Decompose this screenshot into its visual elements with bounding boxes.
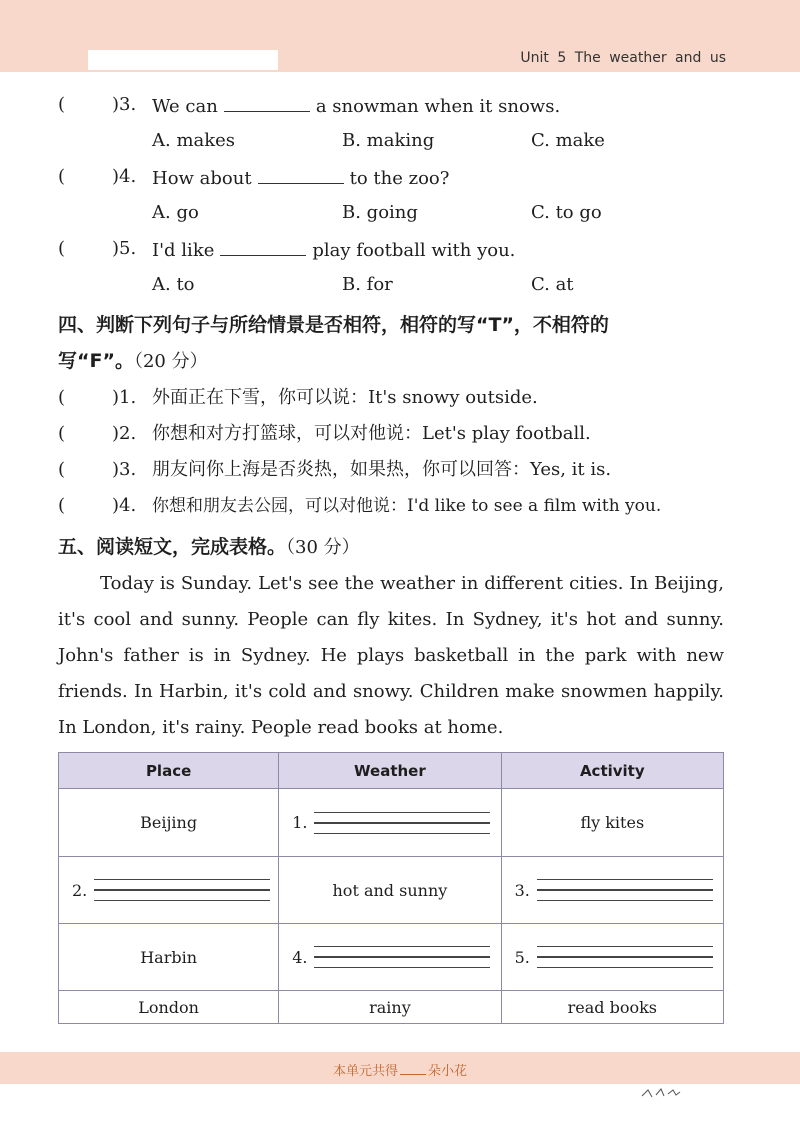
tf-question: 外面正在下雪，你可以说：It's snowy outside. (152, 387, 538, 408)
answer-paren: ( (58, 166, 66, 187)
question-number: )1. (112, 387, 137, 408)
write-lines[interactable] (94, 879, 270, 901)
answer-paren: ( (58, 387, 66, 408)
write-lines[interactable] (537, 946, 713, 968)
question-number: )3. (112, 94, 137, 115)
question-number: )2. (112, 423, 137, 444)
section4-title-line2: 写“F”。（20 分） (58, 350, 208, 372)
cell-read-books: read books (501, 991, 723, 1024)
choice-question: I'd like play football with you. (152, 237, 515, 263)
tf-question: 你想和朋友去公园，可以对他说：I'd like to see a film with you. (152, 496, 662, 516)
option-a: A. makes (152, 130, 236, 151)
cell-blank-2[interactable] (59, 857, 279, 924)
option-a: A. to (152, 274, 195, 295)
header-place: Place (59, 753, 279, 789)
question-number: )3. (112, 459, 137, 480)
write-lines[interactable] (537, 879, 713, 901)
cell-blank-1[interactable] (279, 789, 501, 857)
tf-question: 你想和对方打篮球，可以对他说：Let's play football. (152, 423, 591, 444)
write-lines[interactable] (314, 946, 490, 968)
tf-question: 朋友问你上海是否炎热，如果热，你可以回答：Yes, it is. (152, 459, 612, 480)
answer-blank[interactable] (224, 93, 310, 112)
answer-paren: ( (58, 495, 66, 516)
weather-table (58, 752, 724, 1024)
question-number: )4. (112, 166, 137, 187)
blank-number: 5. (514, 947, 530, 967)
option-c: C. to go (531, 202, 602, 223)
section5-score: （30 分） (286, 537, 360, 558)
choice-question: We can a snowman when it snows. (152, 93, 560, 119)
cell-london: London (59, 991, 279, 1024)
cell-blank-3[interactable] (501, 857, 723, 924)
option-c: C. at (531, 274, 574, 295)
unit-number: Unit 5 (520, 50, 567, 66)
option-b: B. going (342, 202, 418, 223)
answer-paren: ( (58, 94, 66, 115)
option-c: C. make (531, 130, 605, 151)
header-weather: Weather (279, 753, 501, 789)
cell-beijing: Beijing (59, 789, 279, 857)
blank-number: 1. (292, 813, 308, 832)
cell-hot-sunny: hot and sunny (279, 857, 501, 924)
cell-fly-kites: fly kites (501, 789, 723, 857)
answer-paren: ( (58, 459, 66, 480)
pencil-scribble-icon (640, 1086, 690, 1100)
answer-blank[interactable] (220, 237, 306, 256)
section5-title: 五、阅读短文，完成表格。（30 分） (58, 536, 360, 558)
header-blank-patch (88, 50, 278, 70)
header-activity: Activity (501, 753, 723, 789)
option-b: B. making (342, 130, 435, 151)
flower-count: 本单元共得 朵小花 (332, 1064, 468, 1079)
option-a: A. go (152, 202, 199, 223)
answer-blank[interactable] (258, 165, 344, 184)
cell-harbin: Harbin (59, 924, 279, 991)
answer-paren: ( (58, 238, 66, 259)
section4-title-line1: 四、判断下列句子与所给情景是否相符，相符的写“T”，不相符的 (58, 314, 609, 336)
blank-number: 2. (72, 880, 88, 900)
reading-passage: Today is Sunday. Let's see the weather in different cities. In Beijing, it's cool and sunny. People can fly kites. In Sydney, it's hot and sunny. John's father is in Sydney. He plays basketball in the park with new friends. In Harbin, it's cold and snowy. Children make snowmen happily. In London, it's rainy. People read books at home. (58, 573, 724, 738)
unit-title (520, 50, 726, 66)
blank-number: 3. (514, 880, 530, 900)
blank-number: 4. (292, 947, 308, 967)
section4-score: （20 分） (133, 351, 208, 372)
cell-blank-5[interactable] (501, 924, 723, 991)
question-number: )5. (112, 238, 137, 259)
write-lines[interactable] (314, 812, 490, 834)
answer-paren: ( (58, 423, 66, 444)
option-b: B. for (342, 274, 393, 295)
flower-blank[interactable] (400, 1074, 426, 1075)
cell-blank-4[interactable] (279, 924, 501, 991)
choice-question: How about to the zoo? (152, 165, 449, 191)
cell-rainy: rainy (279, 991, 501, 1024)
unit-name: The weather and us (574, 50, 726, 66)
question-number: )4. (112, 495, 137, 516)
